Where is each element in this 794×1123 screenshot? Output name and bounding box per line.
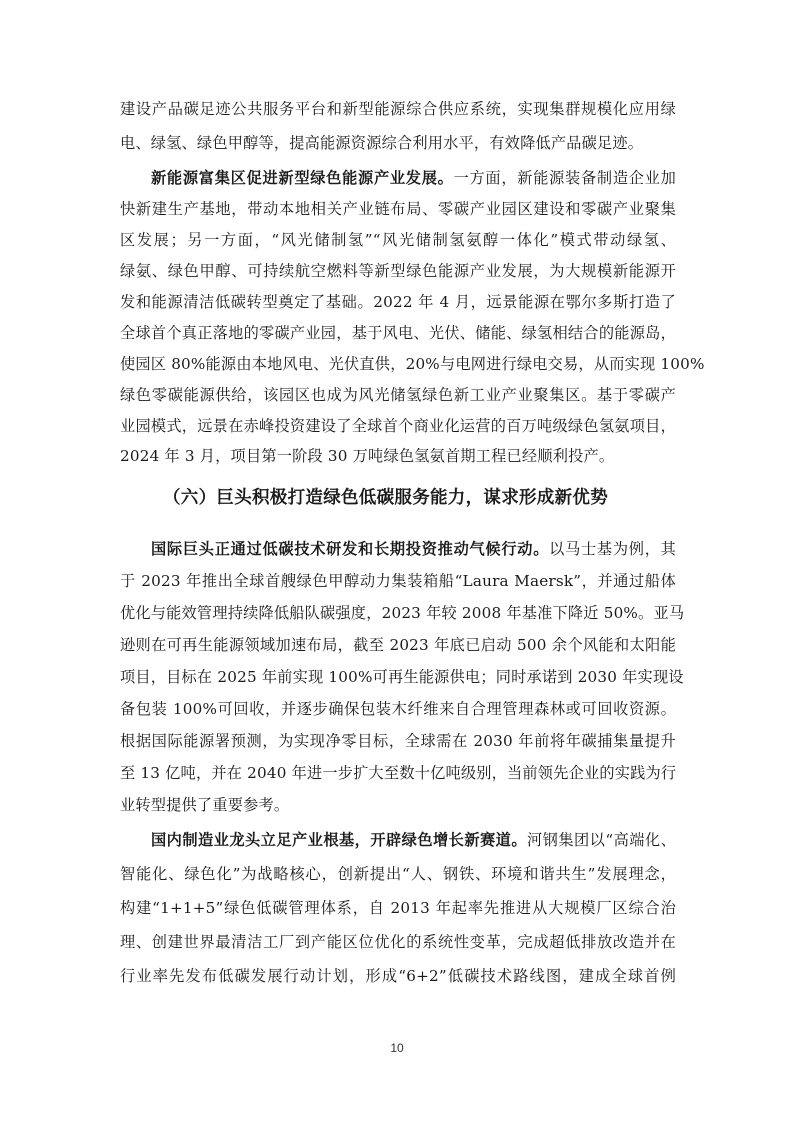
paragraph-3-lead: 国际巨头正通过低碳技术研发和长期投资推动气候行动。 <box>151 540 550 558</box>
paragraph-2-line-10: 2024 年 3 月，项目第一阶段 30 万吨绿色氢氨首期工程已经顺利投产。 <box>120 447 615 465</box>
paragraph-4-line-3: 构建“1+1+5”绿色低碳管理体系，自 2013 年起率先推进从大规模厂区综合治 <box>120 899 676 917</box>
paragraph-2-line-1 <box>151 168 676 188</box>
paragraph-3-line-5: 项目，目标在 2025 年前实现 100%可再生能源供电；同时承诺到 2030 年实现设 <box>120 668 684 686</box>
paragraph-1-line-2: 电、绿氢、绿色甲醇等，提高能源资源综合利用水平，有效降低产品碳足迹。 <box>120 134 644 152</box>
paragraph-4-line-5: 行业率先发布低碳发展行动计划，形成“6+2”低碳技术路线图，建成全球首例 <box>120 967 676 985</box>
section-heading: （六）巨头积极打造绿色低碳服务能力，谋求形成新优势 <box>163 488 608 508</box>
paragraph-3-first-rest: 以马士基为例，其 <box>549 540 677 558</box>
paragraph-1-line-1: 建设产品碳足迹公共服务平台和新型能源综合供应系统，实现集群规模化应用绿 <box>120 100 676 118</box>
paragraph-2-line-3: 区发展；另一方面，“风光储制氢”“风光储制氢氨醇一体化”模式带动绿氢、 <box>120 231 676 249</box>
paragraph-2-line-2: 快新建生产基地，带动本地相关产业链布局、零碳产业园区建设和零碳产业聚集 <box>120 200 676 218</box>
paragraph-4-line-4: 理、创建世界最清洁工厂到产能区位优化的系统性变革，完成超低排放改造并在 <box>120 933 676 951</box>
paragraph-2-line-9: 业园模式，远景在赤峰投资建设了全球首个商业化运营的百万吨级绿色氢氨项目， <box>120 417 676 435</box>
paragraph-2-line-7: 使园区 80%能源由本地风电、光伏直供，20%与电网进行绿电交易，从而实现 100% <box>120 355 705 373</box>
paragraph-3-line-2: 于 2023 年推出全球首艘绿色甲醇动力集装箱船“Laura Maersk”，并通过船体 <box>120 572 676 590</box>
paragraph-3-line-4: 逊则在可再生能源领域加速布局，截至 2023 年底已启动 500 余个风能和太阳能 <box>120 636 676 654</box>
paragraph-2-line-6: 全球首个真正落地的零碳产业园，基于风电、光伏、储能、绿氢相结合的能源岛， <box>120 324 676 342</box>
paragraph-2-line-5: 发和能源清洁低碳转型奠定了基础。2022 年 4 月，远景能源在鄂尔多斯打造了 <box>120 293 676 311</box>
paragraph-4-line-2: 智能化、绿色化”为战略核心，创新提出“人、钢铁、环境和谐共生”发展理念， <box>120 865 676 883</box>
paragraph-2-first-rest: 一方面，新能源装备制造企业加 <box>453 169 676 187</box>
paragraph-4-line-1 <box>151 830 676 850</box>
paragraph-3-line-9: 业转型提供了重要参考。 <box>120 796 290 814</box>
paragraph-3-line-3: 优化与能效管理持续降低船队碳强度，2023 年较 2008 年基准下降近 50%。亚马 <box>120 604 685 622</box>
paragraph-3-line-6: 备包装 100%可回收，并逐步确保包装木纤维来自合理管理森林或可回收资源。 <box>120 700 676 718</box>
paragraph-3-line-8: 至 13 亿吨，并在 2040 年进一步扩大至数十亿吨级别，当前领先企业的实践为行 <box>120 764 677 782</box>
paragraph-3-line-1 <box>151 539 676 559</box>
page-number: 10 <box>390 1041 404 1055</box>
paragraph-3-line-7: 根据国际能源署预测，为实现净零目标，全球需在 2030 年前将年碳捕集量提升 <box>120 732 676 750</box>
paragraph-4-first-rest: 河钢集团以“高端化、 <box>527 831 676 849</box>
paragraph-2-lead: 新能源富集区促进新型绿色能源产业发展。 <box>151 169 454 187</box>
paragraph-4-lead: 国内制造业龙头立足产业根基，开辟绿色增长新赛道。 <box>151 831 528 849</box>
paragraph-2-line-4: 绿氨、绿色甲醇、可持续航空燃料等新型绿色能源产业发展，为大规模新能源开 <box>120 262 676 280</box>
paragraph-2-line-8: 绿色零碳能源供给，该园区也成为风光储氢绿色新工业产业聚集区。基于零碳产 <box>120 386 676 404</box>
